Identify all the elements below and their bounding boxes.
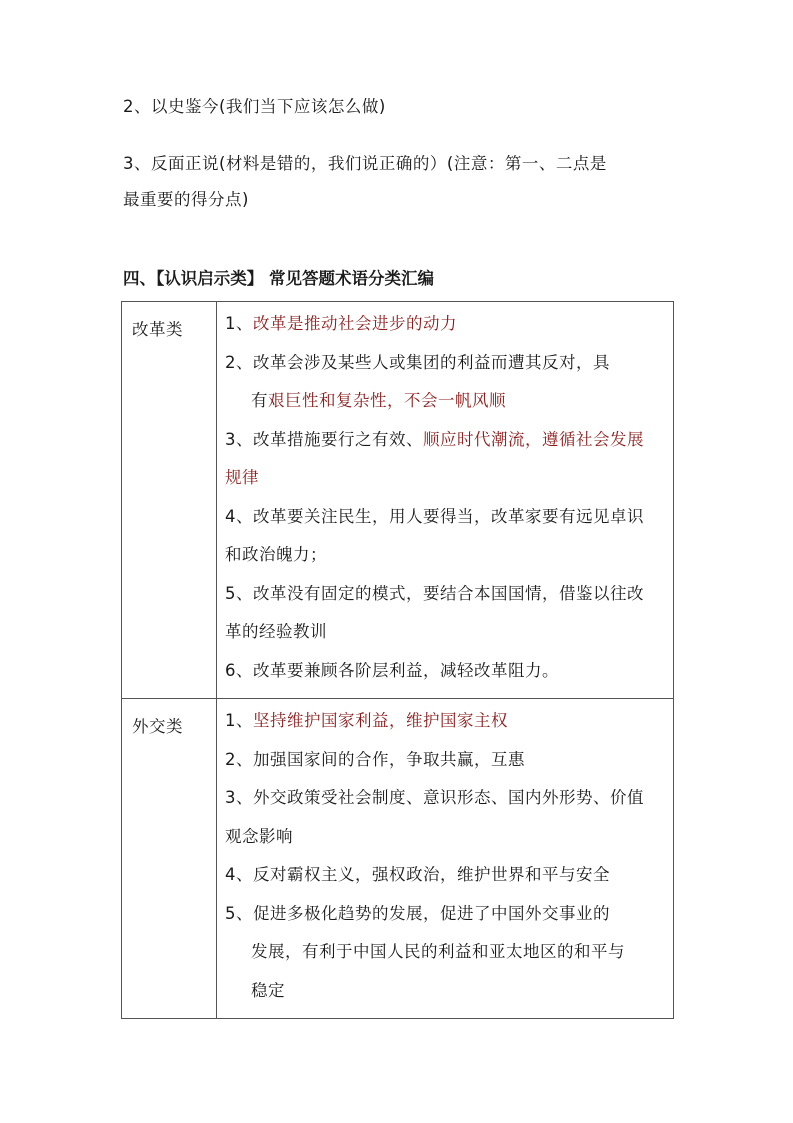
reform-item-2-cont [225,382,669,421]
reform-items [217,302,674,699]
diplomacy-item-4: 4、反对霸权主义，强权政治，维护世界和平与安全 [225,865,610,884]
category-reform: 改革类 [122,302,217,699]
intro-point-2 [123,89,683,125]
reform-item-4-cont: 和政治魄力； [225,545,327,564]
diplomacy-item-1-highlight: 坚持维护国家利益，维护国家主权 [253,711,508,730]
intro-point-3-line2: 最重要的得分点) [123,190,249,209]
reform-item-1-prefix: 1、 [225,314,253,333]
reform-item-5-cont: 革的经验教训 [225,622,327,641]
section-title: 四、【认识启示类】 常见答题术语分类汇编 [123,269,434,288]
diplomacy-item-1 [225,702,669,741]
diplomacy-item-1-prefix: 1、 [225,711,253,730]
table-row-reform [122,302,674,699]
reform-item-3 [225,421,669,460]
category-diplomacy: 外交类 [122,699,217,1019]
intro-point-3 [123,146,683,218]
diplomacy-items [217,699,674,1019]
diplomacy-item-5: 5、促进多极化趋势的发展，促进了中国外交事业的 [225,903,610,923]
intro-point-3-line1: 3、反面正说(材料是错的，我们说正确的）(注意：第一、二点是 [123,154,607,173]
diplomacy-item-2: 2、加强国家间的合作，争取共赢，互惠 [225,749,525,769]
reform-item-3-highlight: 顺应时代潮流，遵循社会发展 [423,429,644,449]
diplomacy-item-3: 3、外交政策受社会制度、意识形态、国内外形势、价值 [225,788,644,807]
intro-point-2-text: 2、以史鉴今(我们当下应该怎么做) [123,97,386,116]
reform-item-6: 6、改革要兼顾各阶层利益，减轻改革阻力。 [225,660,559,680]
diplomacy-item-5-cont2: 稳定 [251,980,285,1000]
diplomacy-item-5-cont1: 发展，有利于中国人民的利益和亚太地区的和平与 [251,942,625,961]
table-row-diplomacy [122,699,674,1019]
reform-item-3-plain: 3、改革措施要行之有效、 [225,429,423,449]
reform-item-1-highlight: 改革是推动社会进步的动力 [253,314,457,333]
reform-item-2: 2、改革会涉及某些人或集团的利益而遭其反对，具 [225,352,610,372]
diplomacy-item-3-cont: 观念影响 [225,826,293,846]
terms-table [121,301,674,1019]
reform-item-4: 4、改革要关注民生，用人要得当，改革家要有远见卓识 [225,506,644,526]
reform-item-5: 5、改革没有固定的模式，要结合本国国情，借鉴以往改 [225,583,644,603]
reform-item-2-plain: 有 [251,391,268,410]
reform-item-1 [225,305,669,344]
reform-item-2-highlight: 艰巨性和复杂性，不会一帆风顺 [268,391,506,410]
reform-item-3-cont: 规律 [225,468,259,487]
